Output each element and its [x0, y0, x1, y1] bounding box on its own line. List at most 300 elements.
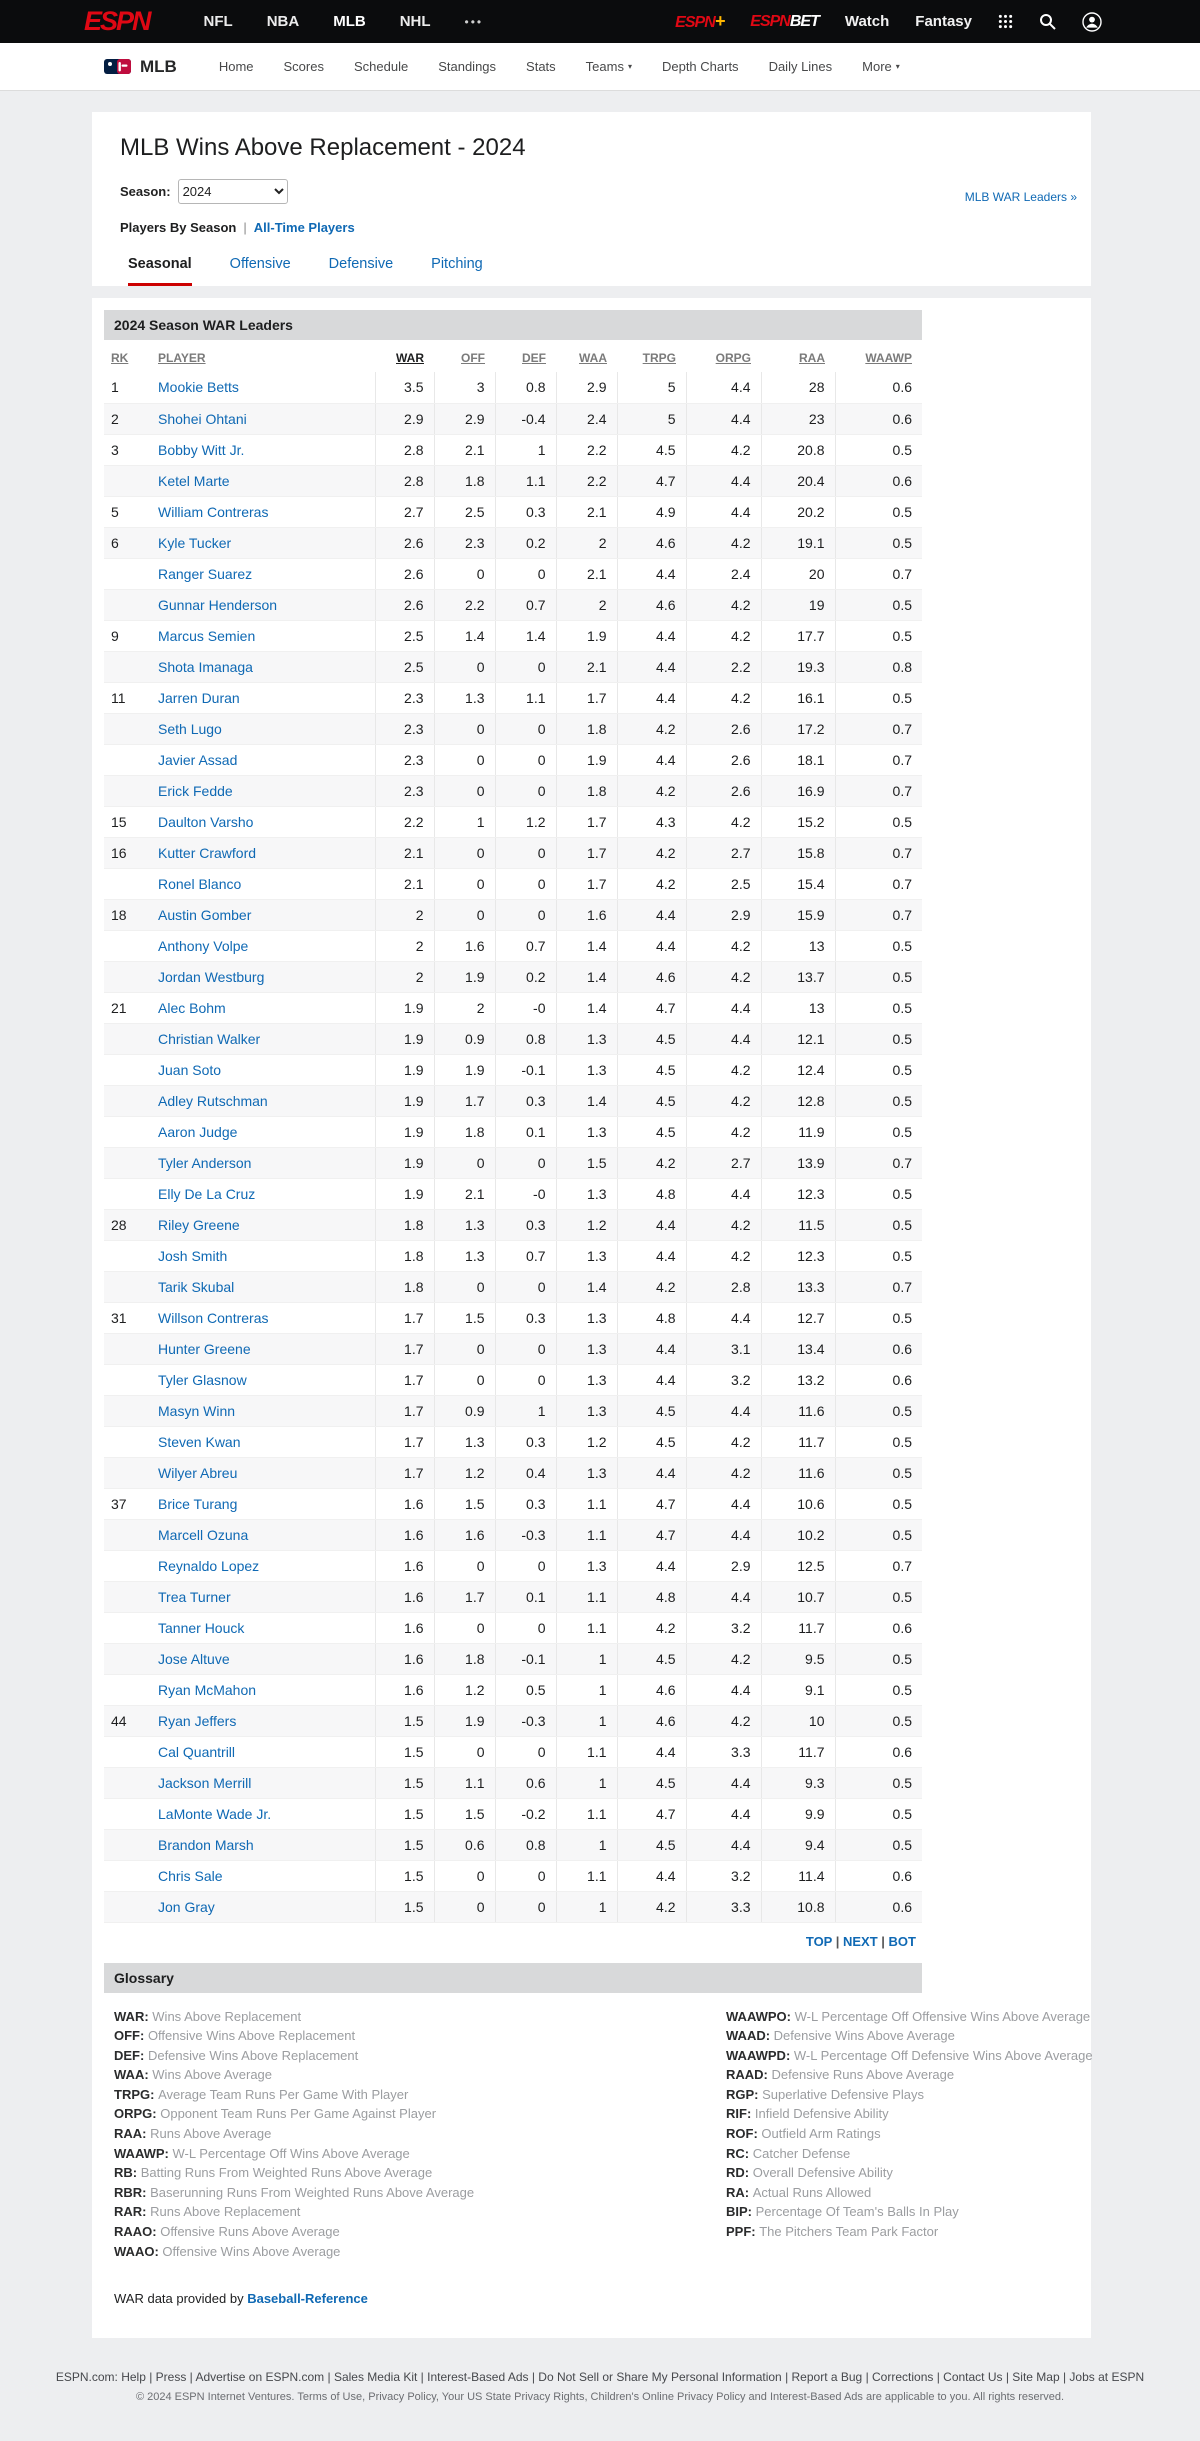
- stat-cell: 4.5: [617, 1767, 686, 1798]
- tab-seasonal[interactable]: Seasonal: [128, 256, 192, 286]
- player-link[interactable]: Brice Turang: [158, 1495, 238, 1512]
- stat-cell: 0.6: [835, 1736, 922, 1767]
- player-link[interactable]: Alec Bohm: [158, 999, 226, 1016]
- rank-cell: 11: [104, 682, 150, 713]
- pagination-bot[interactable]: BOT: [888, 1933, 916, 1949]
- stat-cell: 4.7: [617, 1798, 686, 1829]
- player-link[interactable]: Marcus Semien: [158, 627, 256, 644]
- table-row: [104, 1612, 922, 1643]
- stat-cell: 4.6: [617, 961, 686, 992]
- mlb-logo[interactable]: [104, 59, 131, 74]
- rank-cell: [104, 1085, 150, 1116]
- player-link[interactable]: Jackson Merrill: [158, 1774, 252, 1791]
- table-row: [104, 1674, 922, 1705]
- glossary-section: [104, 2007, 1093, 2263]
- stat-cell: 1.9: [556, 744, 617, 775]
- stat-cell: 0.5: [835, 682, 922, 713]
- stat-cell: 1.8: [375, 1271, 434, 1302]
- rank-cell: [104, 1798, 150, 1829]
- stat-cell: 2.6: [686, 775, 761, 806]
- profile-icon[interactable]: [1082, 12, 1102, 32]
- stat-cell: 2.1: [556, 558, 617, 589]
- stat-cell: 1.7: [375, 1302, 434, 1333]
- player-link[interactable]: Tyler Glasnow: [158, 1371, 247, 1388]
- player-link[interactable]: Masyn Winn: [158, 1402, 236, 1419]
- glossary-definition: Offensive Wins Above Average: [162, 2243, 341, 2259]
- stat-cell: 0.5: [835, 589, 922, 620]
- topnav-mlb[interactable]: MLB: [333, 13, 366, 30]
- player-link[interactable]: Javier Assad: [158, 751, 238, 768]
- stat-cell: 1.6: [375, 1581, 434, 1612]
- search-icon[interactable]: [1039, 13, 1056, 30]
- stat-cell: 11.4: [761, 1860, 835, 1891]
- rank-cell: 31: [104, 1302, 150, 1333]
- stat-cell: 10.2: [761, 1519, 835, 1550]
- stat-cell: 0.8: [495, 1023, 556, 1054]
- player-link[interactable]: Daulton Varsho: [158, 813, 254, 830]
- stat-cell: 4.4: [617, 682, 686, 713]
- glossary-definition: Percentage Of Team's Balls In Play: [755, 2204, 959, 2220]
- subnav-home[interactable]: Home: [218, 59, 254, 74]
- footer-copyright: © 2024 ESPN Internet Ventures. Terms of Use, Privacy Policy, Your US State Privacy Rights, Children's Online Privacy Policy and Interest-Based Ads are applicable to you. All rights reserved.: [135, 2390, 1065, 2403]
- stat-cell: 2.5: [434, 496, 495, 527]
- player-cell: [150, 744, 375, 775]
- stat-cell: 0.5: [835, 930, 922, 961]
- stat-cell: 0: [495, 1333, 556, 1364]
- stat-cell: 1.1: [434, 1767, 495, 1798]
- stat-cell: 1.5: [375, 1891, 434, 1922]
- table-row: [104, 403, 922, 434]
- glossary-term: DEF:: [114, 2047, 148, 2063]
- stat-cell: 4.4: [617, 1240, 686, 1271]
- stat-cell: 10.7: [761, 1581, 835, 1612]
- glossary-entry: [726, 2085, 1093, 2105]
- column-header-rk[interactable]: RK: [111, 351, 129, 365]
- stat-cell: 1.7: [556, 682, 617, 713]
- stat-cell: 3.1: [686, 1333, 761, 1364]
- player-link[interactable]: Riley Greene: [158, 1216, 240, 1233]
- stat-cell: 2.1: [375, 837, 434, 868]
- stat-cell: 1.3: [556, 1457, 617, 1488]
- stat-cell: 4.2: [617, 1271, 686, 1302]
- stat-cell: 11.9: [761, 1116, 835, 1147]
- rank-cell: [104, 1829, 150, 1860]
- stat-cell: -0: [495, 1178, 556, 1209]
- stat-cell: 1.6: [375, 1674, 434, 1705]
- stat-cell: 4.2: [617, 1147, 686, 1178]
- player-cell: [150, 806, 375, 837]
- player-link[interactable]: Anthony Volpe: [158, 937, 249, 954]
- subnav-depth-charts[interactable]: Depth Charts: [661, 59, 739, 74]
- topnav-nfl[interactable]: NFL: [203, 13, 233, 30]
- stat-cell: 10.8: [761, 1891, 835, 1922]
- espn-logo[interactable]: ESPN: [84, 6, 150, 36]
- league-sub-navigation: [0, 43, 1200, 91]
- stat-cell: 4.2: [686, 1457, 761, 1488]
- glossary-term: RAA:: [114, 2126, 151, 2142]
- glossary-term: WAA:: [114, 2067, 153, 2083]
- tab-pitching[interactable]: Pitching: [431, 256, 483, 272]
- player-cell: [150, 961, 375, 992]
- stat-cell: 4.7: [617, 992, 686, 1023]
- stat-cell: 11.6: [761, 1395, 835, 1426]
- column-header-player[interactable]: PLAYER: [158, 351, 206, 365]
- player-link[interactable]: Trea Turner: [158, 1588, 231, 1605]
- player-link[interactable]: Josh Smith: [158, 1247, 228, 1264]
- stat-cell: 4.2: [617, 868, 686, 899]
- stat-cell: 0.5: [835, 1085, 922, 1116]
- subnav-teams[interactable]: Teams ▾: [585, 59, 632, 74]
- stat-cell: 1.3: [556, 1302, 617, 1333]
- player-cell: [150, 1581, 375, 1612]
- player-link[interactable]: Christian Walker: [158, 1030, 261, 1047]
- glossary-term: RC:: [726, 2145, 753, 2161]
- glossary-definition: W-L Percentage Off Wins Above Average: [172, 2145, 410, 2161]
- glossary-entry: [726, 2046, 1093, 2066]
- glossary-term: TRPG:: [114, 2086, 159, 2102]
- espn-plus-logo[interactable]: [675, 11, 724, 32]
- glossary-definition: Wins Above Average: [152, 2067, 273, 2083]
- player-link[interactable]: William Contreras: [158, 503, 269, 520]
- player-link[interactable]: Jarren Duran: [158, 689, 240, 706]
- stat-cell: 1.3: [434, 1209, 495, 1240]
- player-cell: [150, 868, 375, 899]
- stat-cell: 0.6: [835, 1333, 922, 1364]
- stat-cell: 0: [434, 1271, 495, 1302]
- stat-cell: 0.7: [495, 930, 556, 961]
- player-link[interactable]: LaMonte Wade Jr.: [158, 1805, 272, 1822]
- pagination-next[interactable]: NEXT: [843, 1933, 878, 1949]
- column-header-raa[interactable]: RAA: [799, 351, 825, 365]
- player-link[interactable]: Jordan Westburg: [158, 968, 265, 985]
- stat-cell: 17.7: [761, 620, 835, 651]
- stat-cell: 0.5: [835, 992, 922, 1023]
- player-link[interactable]: Juan Soto: [158, 1061, 222, 1078]
- stat-cell: 0.5: [835, 496, 922, 527]
- player-link[interactable]: Gunnar Henderson: [158, 596, 278, 613]
- subnav-stats[interactable]: Stats: [526, 59, 556, 74]
- tab-defensive[interactable]: Defensive: [328, 256, 394, 272]
- player-link[interactable]: Elly De La Cruz: [158, 1185, 256, 1202]
- stat-cell: 4.9: [617, 496, 686, 527]
- column-header-orpg[interactable]: ORPG: [715, 351, 751, 365]
- stat-cell: 2.2: [434, 589, 495, 620]
- stat-cell: 1.1: [556, 1736, 617, 1767]
- subnav-standings[interactable]: Standings: [438, 59, 497, 74]
- rank-cell: 18: [104, 899, 150, 930]
- topnav-fantasy[interactable]: Fantasy: [915, 13, 972, 30]
- stat-cell: 1.9: [375, 1054, 434, 1085]
- glossary-entry: [726, 2065, 1093, 2085]
- glossary-definition: Actual Runs Allowed: [752, 2184, 872, 2200]
- player-cell: [150, 1798, 375, 1829]
- player-link[interactable]: Mookie Betts: [158, 379, 239, 396]
- stat-cell: 1.9: [375, 1085, 434, 1116]
- player-link[interactable]: Tarik Skubal: [158, 1278, 235, 1295]
- player-link[interactable]: Reynaldo Lopez: [158, 1557, 260, 1574]
- glossary-term: WAAO:: [114, 2243, 163, 2259]
- table-row: [104, 1209, 922, 1240]
- stat-cell: 1.5: [375, 1860, 434, 1891]
- player-link[interactable]: Kyle Tucker: [158, 534, 232, 551]
- espn-bet-bet-text: BET: [789, 12, 819, 30]
- footer-links[interactable]: ESPN.com: Help | Press | Advertise on ESPN.com | Sales Media Kit | Interest-Based Ads | Do Not Sell or Share My Personal Information | Report a Bug | Corrections | Contact Us | Site Map | Jobs at ESPN: [55, 2369, 1145, 2384]
- topnav-nhl[interactable]: NHL: [399, 13, 431, 30]
- stat-cell: 0.6: [835, 1612, 922, 1643]
- subnav-scores[interactable]: Scores: [283, 59, 324, 74]
- stat-cell: 4.3: [617, 806, 686, 837]
- table-title-band: [104, 310, 922, 340]
- player-link[interactable]: Bobby Witt Jr.: [158, 441, 245, 458]
- stat-cell: 0: [495, 1860, 556, 1891]
- stat-cell: 4.2: [686, 682, 761, 713]
- stat-cell: 4.5: [617, 1643, 686, 1674]
- stat-cell: 4.4: [686, 372, 761, 403]
- stat-cell: 0.3: [495, 1302, 556, 1333]
- stat-cell: 2.5: [686, 868, 761, 899]
- player-link[interactable]: Jon Gray: [158, 1898, 215, 1915]
- glossary-term: BIP:: [726, 2204, 756, 2220]
- player-link[interactable]: Hunter Greene: [158, 1340, 251, 1357]
- player-link[interactable]: Ryan McMahon: [158, 1681, 257, 1698]
- data-provider-note: [114, 2291, 1079, 2306]
- player-cell: [150, 1333, 375, 1364]
- rank-cell: [104, 465, 150, 496]
- column-header-def[interactable]: DEF: [522, 351, 546, 365]
- rank-cell: [104, 1674, 150, 1705]
- stat-cell: 0.5: [835, 1674, 922, 1705]
- stat-cell: 3.3: [686, 1891, 761, 1922]
- stat-cell: 4.6: [617, 1705, 686, 1736]
- stat-cell: 2.8: [375, 434, 434, 465]
- stat-cell: 4.4: [617, 651, 686, 682]
- stats-tabs: [120, 256, 1075, 286]
- stat-cell: 4.4: [686, 1674, 761, 1705]
- column-header-waawp[interactable]: WAAWP: [865, 351, 912, 365]
- stat-cell: 3: [434, 372, 495, 403]
- stat-cell: 1.4: [556, 1271, 617, 1302]
- players-by-season-row: [120, 220, 1075, 235]
- rank-cell: [104, 1550, 150, 1581]
- glossary-definition: Offensive Runs Above Average: [160, 2224, 340, 2240]
- player-link[interactable]: Marcell Ozuna: [158, 1526, 249, 1543]
- pagination-separator: |: [832, 1933, 843, 1949]
- subnav-more[interactable]: More ▾: [862, 59, 900, 74]
- stat-cell: 1.5: [434, 1488, 495, 1519]
- stat-cell: 0: [495, 558, 556, 589]
- stat-cell: 5: [617, 372, 686, 403]
- table-row: [104, 1736, 922, 1767]
- stat-cell: 2: [556, 527, 617, 558]
- subnav-mlb-home[interactable]: MLB: [140, 56, 177, 76]
- player-link[interactable]: Aaron Judge: [158, 1123, 238, 1140]
- glossary-definition: Baserunning Runs From Weighted Runs Above Average: [150, 2184, 475, 2200]
- stat-cell: 4.6: [617, 589, 686, 620]
- glossary-term: RGP:: [726, 2086, 763, 2102]
- player-cell: [150, 1674, 375, 1705]
- espn-bet-logo[interactable]: [750, 13, 819, 31]
- stat-cell: 2: [375, 899, 434, 930]
- pagination-top[interactable]: TOP: [805, 1933, 833, 1949]
- table-row: [104, 1085, 922, 1116]
- player-link[interactable]: Shohei Ohtani: [158, 410, 247, 427]
- stat-cell: 0.5: [835, 1829, 922, 1860]
- column-header-war[interactable]: WAR: [396, 351, 424, 365]
- player-cell: [150, 899, 375, 930]
- player-link[interactable]: Steven Kwan: [158, 1433, 241, 1450]
- stat-cell: 0.8: [495, 1829, 556, 1860]
- stat-cell: 1.3: [556, 1240, 617, 1271]
- player-link[interactable]: Seth Lugo: [158, 720, 222, 737]
- stat-cell: 0: [434, 1147, 495, 1178]
- stat-cell: 0.5: [835, 1519, 922, 1550]
- rank-cell: 9: [104, 620, 150, 651]
- player-link[interactable]: Austin Gomber: [158, 906, 252, 923]
- glossary-term: RB:: [114, 2165, 141, 2181]
- stat-cell: 0: [495, 744, 556, 775]
- baseball-reference-link[interactable]: Baseball-Reference: [247, 2290, 368, 2306]
- stat-cell: 4.7: [617, 465, 686, 496]
- stat-cell: 1.3: [556, 1023, 617, 1054]
- stat-cell: 4.4: [617, 744, 686, 775]
- player-link[interactable]: Kutter Crawford: [158, 844, 257, 861]
- player-link[interactable]: Erick Fedde: [158, 782, 233, 799]
- stat-cell: 0.6: [835, 403, 922, 434]
- mlb-war-leaders-link[interactable]: MLB WAR Leaders »: [964, 190, 1077, 204]
- season-select[interactable]: [178, 179, 288, 204]
- subnav-schedule[interactable]: Schedule: [353, 59, 409, 74]
- player-link[interactable]: Adley Rutschman: [158, 1092, 268, 1109]
- stat-cell: 4.2: [686, 1116, 761, 1147]
- stat-cell: 0.5: [835, 1488, 922, 1519]
- stat-cell: 2.1: [375, 868, 434, 899]
- stat-cell: 4.2: [617, 1891, 686, 1922]
- player-cell: [150, 837, 375, 868]
- glossary-term: ORPG:: [114, 2106, 161, 2122]
- player-link[interactable]: Wilyer Abreu: [158, 1464, 238, 1481]
- player-link[interactable]: Jose Altuve: [158, 1650, 230, 1667]
- stat-cell: 1.6: [375, 1643, 434, 1674]
- glossary-term: WAAWPO:: [726, 2008, 795, 2024]
- apps-grid-icon[interactable]: [998, 14, 1013, 29]
- player-link[interactable]: Ranger Suarez: [158, 565, 253, 582]
- player-link[interactable]: Chris Sale: [158, 1867, 223, 1884]
- stat-cell: 1.7: [375, 1395, 434, 1426]
- tab-offensive[interactable]: Offensive: [229, 256, 291, 272]
- rank-cell: [104, 1612, 150, 1643]
- stat-cell: 1.1: [556, 1612, 617, 1643]
- subnav-daily-lines[interactable]: Daily Lines: [768, 59, 833, 74]
- glossary-definition: The Pitchers Team Park Factor: [759, 2224, 939, 2240]
- player-link[interactable]: Ryan Jeffers: [158, 1712, 237, 1729]
- stat-cell: 3.3: [686, 1736, 761, 1767]
- player-cell: [150, 1457, 375, 1488]
- chevron-down-icon: ▾: [627, 62, 632, 71]
- stat-cell: 4.2: [617, 1612, 686, 1643]
- stat-cell: 4.6: [617, 527, 686, 558]
- rank-cell: [104, 868, 150, 899]
- player-cell: [150, 1240, 375, 1271]
- stat-cell: -0.3: [495, 1705, 556, 1736]
- stat-cell: 0.5: [835, 1178, 922, 1209]
- player-link[interactable]: Shota Imanaga: [158, 658, 253, 675]
- glossary-definition: W-L Percentage Off Offensive Wins Above Average: [794, 2008, 1091, 2024]
- column-header-off[interactable]: OFF: [461, 351, 485, 365]
- stat-cell: 0.5: [835, 1395, 922, 1426]
- stat-cell: 0.5: [835, 961, 922, 992]
- stat-cell: 1.3: [556, 1054, 617, 1085]
- player-cell: [150, 527, 375, 558]
- stat-cell: 4.2: [686, 961, 761, 992]
- stat-cell: 1.7: [375, 1457, 434, 1488]
- all-time-players-link[interactable]: All-Time Players: [253, 220, 355, 235]
- stat-cell: 1.2: [556, 1209, 617, 1240]
- player-link[interactable]: Ketel Marte: [158, 472, 230, 489]
- stat-cell: 2.2: [686, 651, 761, 682]
- stat-cell: 0.5: [495, 1674, 556, 1705]
- stat-cell: 23: [761, 403, 835, 434]
- stat-cell: 11.6: [761, 1457, 835, 1488]
- stat-cell: 4.2: [617, 713, 686, 744]
- stat-cell: 1.3: [556, 1364, 617, 1395]
- table-row: [104, 1054, 922, 1085]
- stat-cell: 18.1: [761, 744, 835, 775]
- stat-cell: 0: [495, 1550, 556, 1581]
- column-header-trpg[interactable]: TRPG: [642, 351, 676, 365]
- stat-cell: 2.3: [375, 775, 434, 806]
- player-cell: [150, 1488, 375, 1519]
- stat-cell: 1.7: [375, 1333, 434, 1364]
- stat-cell: 0.5: [835, 1302, 922, 1333]
- stat-cell: 0.3: [495, 496, 556, 527]
- stat-cell: 2: [556, 589, 617, 620]
- stat-cell: 2.6: [375, 589, 434, 620]
- player-link[interactable]: Ronel Blanco: [158, 875, 242, 892]
- war-leaders-table: [104, 348, 922, 1923]
- glossary-band: [104, 1963, 922, 1993]
- stat-cell: 1.7: [434, 1581, 495, 1612]
- stat-cell: 1.8: [556, 775, 617, 806]
- stat-cell: 15.8: [761, 837, 835, 868]
- player-cell: [150, 1271, 375, 1302]
- column-header-waa[interactable]: WAA: [579, 351, 607, 365]
- player-link[interactable]: Cal Quantrill: [158, 1743, 236, 1760]
- stat-cell: 1.1: [556, 1581, 617, 1612]
- stat-cell: 1.9: [375, 1116, 434, 1147]
- stat-cell: 0.5: [835, 1240, 922, 1271]
- rank-cell: [104, 1426, 150, 1457]
- player-link[interactable]: Tanner Houck: [158, 1619, 245, 1636]
- stat-cell: 0: [495, 651, 556, 682]
- table-row: [104, 1178, 922, 1209]
- player-cell: [150, 1860, 375, 1891]
- topnav-watch[interactable]: Watch: [844, 13, 890, 30]
- player-link[interactable]: Tyler Anderson: [158, 1154, 252, 1171]
- table-row: [104, 1426, 922, 1457]
- divider: |: [243, 220, 247, 235]
- player-link[interactable]: Willson Contreras: [158, 1309, 269, 1326]
- stat-cell: 4.2: [686, 1643, 761, 1674]
- more-sports-icon[interactable]: •••: [464, 14, 484, 29]
- stat-cell: 1: [556, 1891, 617, 1922]
- stat-cell: 4.2: [686, 1209, 761, 1240]
- stat-cell: 19: [761, 589, 835, 620]
- player-link[interactable]: Brandon Marsh: [158, 1836, 254, 1853]
- topnav-nba[interactable]: NBA: [266, 13, 300, 30]
- stat-cell: 0.5: [835, 1209, 922, 1240]
- stat-cell: 11.5: [761, 1209, 835, 1240]
- player-cell: [150, 496, 375, 527]
